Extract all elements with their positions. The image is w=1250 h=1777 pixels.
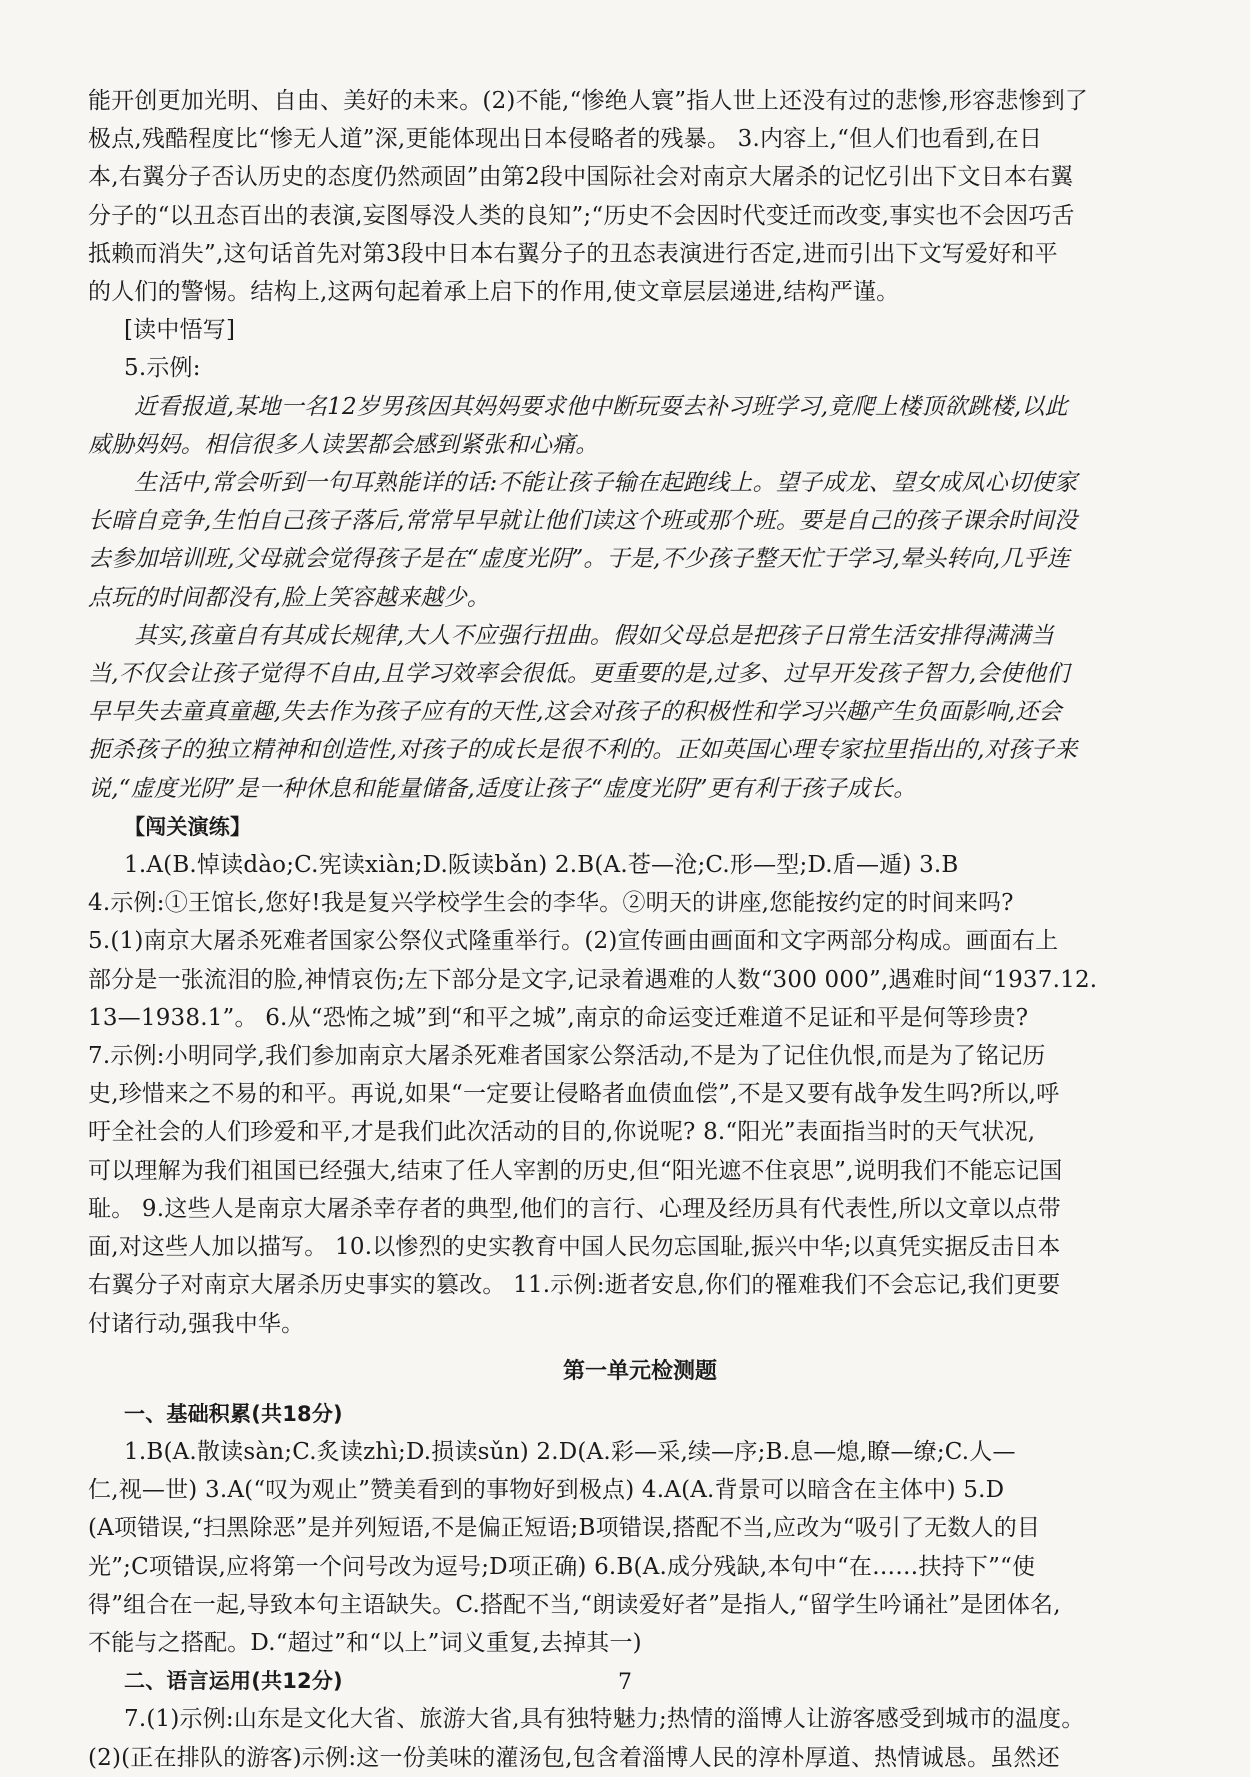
essay-line: 其实,孩童自有其成长规律,大人不应强行扭曲。假如父母总是把孩子日常生活安排得满满当 bbox=[134, 622, 1054, 649]
essay-line: 生活中,常会听到一句耳熟能详的话:不能让孩子输在起跑线上。望子成龙、望女成凤心切使家 bbox=[134, 470, 1078, 497]
unit-test-title: 第一单元检测题 bbox=[562, 1358, 717, 1384]
page-number: 7 bbox=[618, 1670, 632, 1695]
answer-line: 不能与之搭配。D.“超过”和“以上”词义重复,去掉其一) bbox=[88, 1629, 642, 1656]
part2-heading: 二、语言运用(共12分) bbox=[124, 1669, 343, 1694]
answer-line: 耻。 9.这些人是南京大屠杀幸存者的典型,他们的言行、心理及经历具有代表性,所以文章以点带 bbox=[88, 1195, 1061, 1222]
answer-line: 7.示例:小明同学,我们参加南京大屠杀死难者国家公祭活动,不是为了记住仇恨,而是为了铭记历 bbox=[88, 1043, 1046, 1070]
answer-line: 右翼分子对南京大屠杀历史事实的篡改。 11.示例:逝者安息,你们的罹难我们不会忘记,我们更要 bbox=[88, 1272, 1061, 1299]
essay-line: 当,不仅会让孩子觉得不自由,且学习效率会很低。更重要的是,过多、过早开发孩子智力,会使他们 bbox=[88, 661, 1070, 688]
answer-line: (2)(正在排队的游客)示例:这一份美味的灌汤包,包含着淄博人民的淳朴厚道、热情诚恳。虽然还 bbox=[88, 1744, 1060, 1771]
answer-line: 5.(1)南京大屠杀死难者国家公祭仪式隆重举行。(2)宣传画由画面和文字两部分构成。画面右上 bbox=[88, 928, 1059, 955]
answer-line: 13—1938.1”。 6.从“恐怖之城”到“和平之城”,南京的命运变迁难道不足证和平是何等珍贵? bbox=[88, 1004, 1029, 1031]
text-line: 分子的“以丑态百出的表演,妄图辱没人类的良知”;“历史不会因时代变迁而改变,事实也不会因巧舌 bbox=[88, 202, 1075, 229]
essay-line: 点玩的时间都没有,脸上笑容越来越少。 bbox=[88, 584, 490, 611]
answer-line: 吁全社会的人们珍爱和平,才是我们此次活动的目的,你说呢? 8.“阳光”表面指当时的天气状况, bbox=[88, 1119, 1036, 1146]
text-line: 抵赖而消失”,这句话首先对第3段中日本右翼分子的丑态表演进行否定,进而引出下文写爱好和平 bbox=[88, 240, 1058, 267]
part1-heading: 一、基础积累(共18分) bbox=[124, 1401, 343, 1426]
example-label: 5.示例: bbox=[124, 355, 201, 382]
essay-line: 近看报道,某地一名12岁男孩因其妈妈要求他中断玩耍去补习班学习,竟爬上楼顶欲跳楼,以此 bbox=[134, 393, 1068, 420]
answer-line: (A项错误,“扫黑除恶”是并列短语,不是偏正短语;B项错误,搭配不当,应改为“吸引了无数人的目 bbox=[88, 1515, 1041, 1542]
answer-line: 7.(1)示例:山东是文化大省、旅游大省,具有独特魅力;热情的淄博人让游客感受到城市的温度。 bbox=[124, 1706, 1085, 1733]
answer-line: 1.B(A.散读sàn;C.炙读zhì;D.损读sǔn) 2.D(A.彩—采,续—序;B.息—熄,瞭—缭;C.人— bbox=[124, 1438, 1016, 1465]
essay-line: 早早失去童真童趣,失去作为孩子应有的天性,这会对孩子的积极性和学习兴趣产生负面影响,还会 bbox=[88, 699, 1062, 726]
text-line: 的人们的警惕。结构上,这两句起着承上启下的作用,使文章层层递进,结构严谨。 bbox=[88, 279, 900, 306]
read-write-heading: [读中悟写] bbox=[124, 317, 236, 344]
answer-line: 部分是一张流泪的脸,神情哀伤;左下部分是文字,记录着遇难的人数“300 000”,遇难时间“1937.12. bbox=[88, 966, 1098, 993]
essay-line: 威胁妈妈。相信很多人读罢都会感到紧张和心痛。 bbox=[88, 431, 599, 458]
answer-line: 仁,视—世) 3.A(“叹为观止”赞美看到的事物好到极点) 4.A(A.背景可以暗含在主体中) 5.D bbox=[88, 1477, 1005, 1504]
answer-line: 4.示例:①王馆长,您好!我是复兴学校学生会的李华。②明天的讲座,您能按约定的时间来吗? bbox=[88, 890, 1014, 917]
answer-line: 得”组合在一起,导致本句主语缺失。C.搭配不当,“朗读爱好者”是指人,“留学生吟诵社”是团体名, bbox=[88, 1591, 1061, 1618]
answer-line: 光”;C项错误,应将第一个问号改为逗号;D项正确) 6.B(A.成分残缺,本句中“在……扶持下”“使 bbox=[88, 1553, 1036, 1580]
text-line: 极点,残酷程度比“惨无人道”深,更能体现出日本侵略者的残暴。 3.内容上,“但人们也看到,在日 bbox=[88, 126, 1043, 153]
practice-heading: 【闯关演练】 bbox=[124, 814, 252, 839]
answer-line: 面,对这些人加以描写。 10.以惨烈的史实教育中国人民勿忘国耻,振兴中华;以真凭实据反击日本 bbox=[88, 1234, 1061, 1261]
answer-line: 1.A(B.悼读dào;C.宪读xiàn;D.阪读bǎn) 2.B(A.苍—沧;C.形—型;D.盾—遁) 3.B bbox=[124, 852, 959, 879]
answer-line: 史,珍惜来之不易的和平。再说,如果“一定要让侵略者血债血偿”,不是又要有战争发生吗?所以,呼 bbox=[88, 1081, 1060, 1108]
text-line: 本,右翼分子否认历史的态度仍然顽固”由第2段中国际社会对南京大屠杀的记忆引出下文日本右翼 bbox=[88, 164, 1074, 191]
essay-line: 扼杀孩子的独立精神和创造性,对孩子的成长是很不利的。正如英国心理专家拉里指出的,对孩子来 bbox=[88, 737, 1078, 764]
essay-line: 去参加培训班,父母就会觉得孩子是在“虚度光阴”。于是,不少孩子整天忙于学习,晕头转向,几乎连 bbox=[88, 546, 1070, 573]
answer-line: 付诸行动,强我中华。 bbox=[88, 1310, 305, 1337]
answer-line: 可以理解为我们祖国已经强大,结束了任人宰割的历史,但“阳光遮不住哀思”,说明我们不能忘记国 bbox=[88, 1157, 1063, 1184]
essay-line: 说,“虚度光阴”是一种休息和能量储备,适度让孩子“虚度光阴”更有利于孩子成长。 bbox=[88, 775, 917, 802]
text-line: 能开创更加光明、自由、美好的未来。(2)不能,“惨绝人寰”指人世上还没有过的悲惨,形容悲惨到了 bbox=[88, 88, 1089, 114]
essay-line: 长暗自竞争,生怕自己孩子落后,常常早早就让他们读这个班或那个班。要是自己的孩子课余时间没 bbox=[88, 508, 1078, 535]
